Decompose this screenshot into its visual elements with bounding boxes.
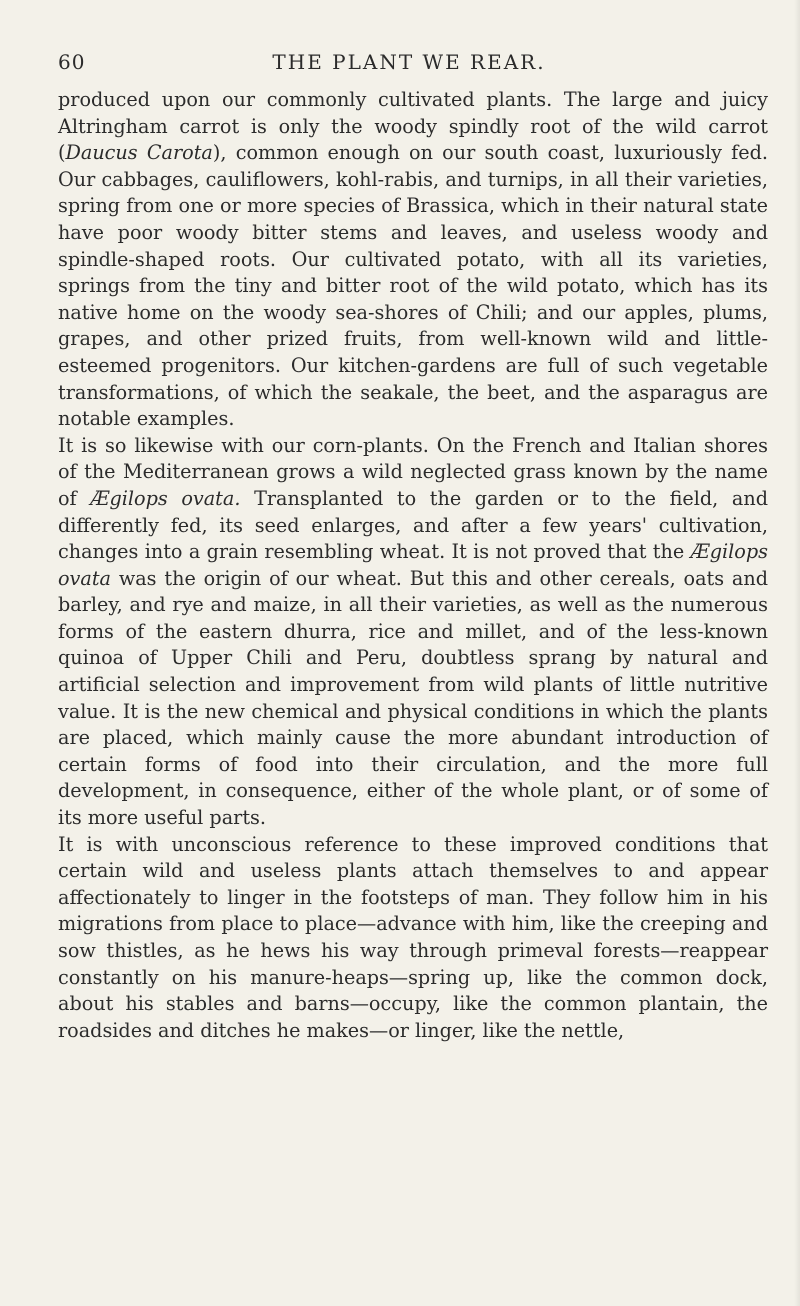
page-number: 60: [58, 50, 86, 74]
paragraph-2: [58, 433, 768, 832]
text-segment: It is with unconscious reference to these improved conditions that certain wild and useless plants attach themselves to and appear affectionately to linger in the footsteps of man. They follow him in his migrations from place to place—advance with him, like the creeping and sow thistles, as he hews his way through primeval forests—reappear constantly on his manure-heaps—spring up, like the common dock, about his stables and barns—occupy, like the common plantain, the roadsides and ditches he makes—or linger, like the nettle,: [58, 832, 768, 1042]
body-text: [58, 87, 768, 1044]
running-head: [58, 50, 760, 80]
paragraph-1: [58, 87, 768, 433]
text-segment: was the origin of our wheat. But this and other cereals, oats and barley, and rye and maize, in all their varieties, as well as the numerous forms of the eastern dhurra, rice and millet, and of the less-known quinoa of Upper Chili and Peru, doubtless sprang by natural and artificial selection and improvement from wild plants of little nutritive value. It is the new chemical and physical conditions in which the plants are placed, which mainly cause the more abundant introduction of certain forms of food into their circulation, and the more full development, in consequence, either of the whole plant, or of some of its more useful parts.: [58, 566, 768, 830]
paragraph-3: [58, 832, 768, 1045]
text-segment: produced upon our commonly cultivated plants. The large and juicy Altringham carrot is only the woody spindly root of the wild carrot (: [58, 88, 768, 165]
page-edge-shadow: [794, 0, 800, 1306]
species-name: Daucus Carota: [65, 141, 213, 165]
text-segment: Transplanted to the garden or to the field, and differently fed, its seed enlarges, and after a few years' cultivation, changes into a grain resembling wheat. It is not proved that the: [58, 486, 768, 564]
species-name: Ægilops ovata: [58, 540, 768, 590]
species-name: Ægilops ovata.: [90, 486, 241, 510]
text-segment: It is so likewise with our corn-plants. On the French and Italian shores of the Mediterranean grows a wild neglected grass known by the name of: [58, 433, 768, 510]
text-segment: ), common enough on our south coast, luxuriously fed. Our cabbages, cauliflowers, kohl-rabis, and turnips, in all their varieties, spring from one or more species of Brassica, which in their natural state have poor woody bitter stems and leaves, and useless woody and spindle-shaped roots. Our cultivated potato, with all its varieties, springs from the tiny and bitter root of the wild potato, which has its native home on the woody sea-shores of Chili; and our apples, plums, grapes, and other prized fruits, from well-known wild and little-esteemed progenitors. Our kitchen-gardens are full of such vegetable transformations, of which the seakale, the beet, and the asparagus are notable examples.: [58, 141, 768, 431]
running-title: THE PLANT WE REAR.: [272, 50, 546, 74]
